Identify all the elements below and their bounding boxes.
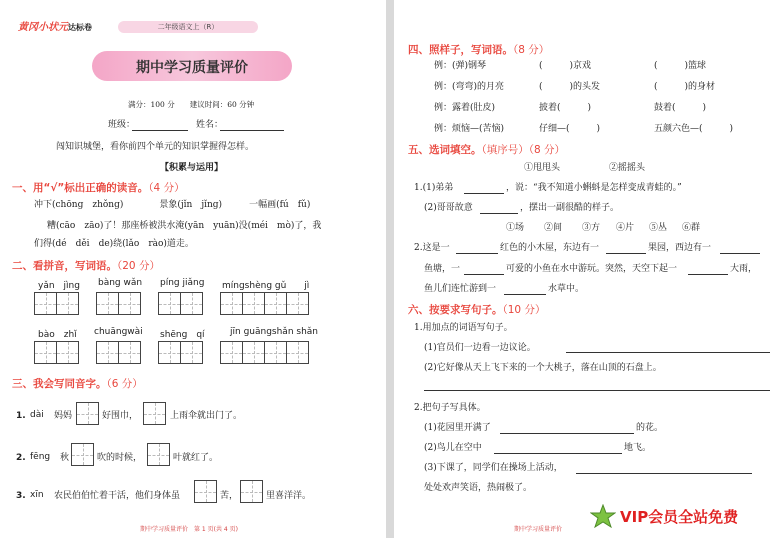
s3-q2-pinyin: fēng: [30, 452, 51, 462]
s5-q2b2: 可爱的小鱼在水中游玩。突然，天空下起一: [506, 264, 678, 274]
s5-q2c-blank[interactable]: [504, 294, 546, 295]
s4-r4-c2: 仔细—( ): [539, 124, 601, 134]
s1-line1: 冲下(chōng zhǒng) 景象(jǐn jǐng) 一幅画(fú fǔ): [34, 200, 311, 210]
name-label: 姓名：: [196, 120, 224, 130]
s5-opt2-2: ②间: [544, 223, 563, 233]
pinyin-6: chuāngwài: [94, 327, 143, 337]
s5-q2a3: 果园，西边有一: [648, 243, 712, 253]
s5-q1b: (2)哥哥故意: [424, 203, 473, 213]
s4-r1-c3: ( )篮球: [654, 61, 707, 71]
s3-q3-c: 里喜洋洋。: [266, 491, 312, 501]
s3-q3-pinyin: xīn: [30, 490, 44, 500]
s1-line3: 们得(dé děi de)绕(lǎo rào)道走。: [34, 239, 194, 249]
section-1-title: 一、用“√”标出正确的读音。（4 分）: [12, 182, 185, 194]
s4-r3-c1: 例：露着(肚皮): [434, 103, 496, 113]
s3-q2-box2[interactable]: [147, 443, 169, 466]
s1-line2: 糟(cāo zāo)了！那座桥被洪水淹(yān yuān)没(méi mò)了，我: [47, 221, 322, 231]
s4-r4-c1: 例：烦恼—(苦恼): [434, 124, 505, 134]
s5-q1a: 1.(1)弟弟: [414, 183, 454, 193]
s6-q1a: (1)官员们一边看一边议论。: [424, 343, 536, 353]
pinyin-8: jīn guāngshǎn shǎn: [230, 327, 319, 337]
s5-q2a2: 红色的小木屋，东边有一: [500, 243, 600, 253]
section-2-title: 二、看拼音，写词语。（20 分）: [12, 260, 160, 272]
s5-q2c2: 水草中。: [548, 284, 585, 294]
name-field[interactable]: [220, 130, 284, 131]
s6-q1b-answer[interactable]: [424, 390, 770, 391]
s3-q2-num: 2.: [16, 453, 26, 463]
s3-q3-num: 3.: [16, 491, 26, 501]
s3-q1-num: 1.: [16, 411, 26, 421]
s5-q1b-blank[interactable]: [480, 213, 518, 214]
s6-q2a-blank[interactable]: [500, 433, 634, 434]
s3-q1-pinyin: dài: [30, 410, 44, 420]
answer-grid-1[interactable]: [34, 292, 78, 315]
pinyin-1: yǎn jìng: [38, 281, 80, 291]
answer-grid-4[interactable]: [220, 292, 308, 315]
brand-sub: 达标卷: [68, 23, 92, 32]
exam-meta: 满分：100 分 建议时间：60 分钟: [128, 100, 255, 109]
answer-grid-3[interactable]: [158, 292, 202, 315]
s5-q2c: 鱼儿们连忙游到一: [424, 284, 497, 294]
watermark-text: VIP会员全站免费: [620, 507, 739, 526]
answer-grid-6[interactable]: [96, 341, 140, 364]
pinyin-7: shēng qí: [160, 330, 205, 340]
s6-q1b: (2)它好像从天上飞下来的一个大桃子，落在山顶的石盘上。: [424, 363, 662, 373]
s5-opt-2: ②摇摇头: [609, 163, 646, 173]
pinyin-2: bàng wǎn: [98, 278, 143, 288]
s3-q3-box1[interactable]: [194, 480, 216, 503]
s6-q2c-blank[interactable]: [576, 473, 752, 474]
s3-q3-box2[interactable]: [240, 480, 262, 503]
left-page: [0, 0, 386, 538]
s5-q2a-blank2[interactable]: [606, 253, 646, 254]
s6-q2c: (3)下课了，同学们在操场上活动，: [424, 463, 563, 473]
left-footer: 期中学习质量评价 第 1 页(共 4 页): [140, 526, 238, 533]
s5-opt2-6: ⑥群: [682, 223, 701, 233]
s3-q1-box1[interactable]: [76, 402, 98, 425]
right-footer: 期中学习质量评价: [514, 526, 563, 533]
grade-subtitle: 二年级语文上（R）: [118, 21, 258, 33]
s4-r3-c2: 披着( ): [539, 103, 592, 113]
title-banner: [92, 51, 292, 81]
page-title: 期中学习质量评价: [136, 60, 248, 76]
s3-q2-box1[interactable]: [71, 443, 93, 466]
s5-q2a-blank1[interactable]: [456, 253, 498, 254]
s6-q2b-blank[interactable]: [494, 453, 622, 454]
s3-q1-a: 妈妈: [54, 411, 73, 421]
s5-q1b2: ，摆出一副很酷的样子。: [520, 203, 620, 213]
s5-q2b-blank1[interactable]: [464, 274, 504, 275]
pinyin-5: bào zhǐ: [38, 330, 77, 340]
s3-q1-b: 好围巾，: [102, 411, 139, 421]
class-label: 班级：: [108, 120, 136, 130]
s4-r3-c3: 鼓着( ): [654, 103, 707, 113]
section-6-title: 六、按要求写句子。（10 分）: [408, 304, 546, 316]
s3-q2-b: 吹的时候，: [97, 453, 143, 463]
s5-q1a2: ，说：“我不知道小蝌蚪是怎样变成青蛙的。”: [506, 183, 682, 193]
s4-r4-c3: 五颜六色—( ): [654, 124, 734, 134]
s5-opt2-5: ⑤丛: [649, 223, 668, 233]
s5-q2a: 2.这是一: [414, 243, 450, 253]
s6-q2b2: 地飞。: [624, 443, 652, 453]
block-title: 【积累与运用】: [160, 163, 224, 173]
answer-grid-8[interactable]: [220, 341, 308, 364]
s4-r2-c1: 例：(弯弯)的月亮: [434, 82, 505, 92]
s6-q1: 1.用加点的词语写句子。: [414, 323, 513, 333]
section-3-title: 三、我会写同音字。（6 分）: [12, 378, 143, 390]
star-icon: [590, 504, 616, 528]
answer-grid-5[interactable]: [34, 341, 78, 364]
s5-q1a-blank[interactable]: [464, 193, 504, 194]
pinyin-4: míngshèng gǔ jì: [222, 281, 310, 291]
s5-opt2-3: ③方: [582, 223, 601, 233]
s3-q2-a: 秋: [60, 453, 70, 463]
s5-opt2-4: ④片: [616, 223, 635, 233]
s4-r1-c1: 例：(弹)钢琴: [434, 61, 487, 71]
answer-grid-7[interactable]: [158, 341, 202, 364]
s5-q2a-blank3[interactable]: [720, 253, 760, 254]
s5-opt2-1: ①场: [506, 223, 525, 233]
s6-q2: 2.把句子写具体。: [414, 403, 486, 413]
pinyin-3: píng jiǎng: [160, 278, 205, 288]
s6-q2b: (2)鸟儿在空中: [424, 443, 482, 453]
class-field[interactable]: [132, 130, 188, 131]
right-page: [394, 0, 778, 538]
s3-q2-c: 叶就红了。: [173, 453, 219, 463]
s5-q2b3: 大雨，: [730, 264, 758, 274]
brand-logo: 黄冈小状元: [18, 22, 68, 33]
s5-q2b-blank2[interactable]: [688, 274, 728, 275]
s3-q1-c: 上雨伞就出门了。: [170, 411, 243, 421]
s6-q2a: (1)花园里开满了: [424, 423, 491, 433]
s4-r1-c2: ( )京戏: [539, 61, 592, 71]
s5-q2b: 鱼塘，一: [424, 264, 461, 274]
s6-q2d: 处处欢声笑语，热闹极了。: [424, 483, 533, 493]
s5-opt-1: ①甩甩头: [524, 163, 561, 173]
s3-q3-b: 苦，: [220, 491, 239, 501]
answer-grid-2[interactable]: [96, 292, 140, 315]
s4-r2-c3: ( )的身材: [654, 82, 716, 92]
s4-r2-c2: ( )的头发: [539, 82, 601, 92]
section-5-title: 五、选词填空。（填序号）（8 分）: [408, 144, 566, 156]
s6-q1a-answer[interactable]: [566, 352, 770, 353]
s3-q3-a: 农民伯伯忙着干活，他们身体虽: [54, 491, 181, 501]
section-4-title: 四、照样子，写词语。（8 分）: [408, 44, 550, 56]
s3-q1-box2[interactable]: [143, 402, 165, 425]
intro-text: 闯知识城堡，看你前四个单元的知识掌握得怎样。: [56, 142, 255, 152]
vip-watermark: [590, 504, 738, 528]
s6-q2a2: 的花。: [636, 423, 664, 433]
